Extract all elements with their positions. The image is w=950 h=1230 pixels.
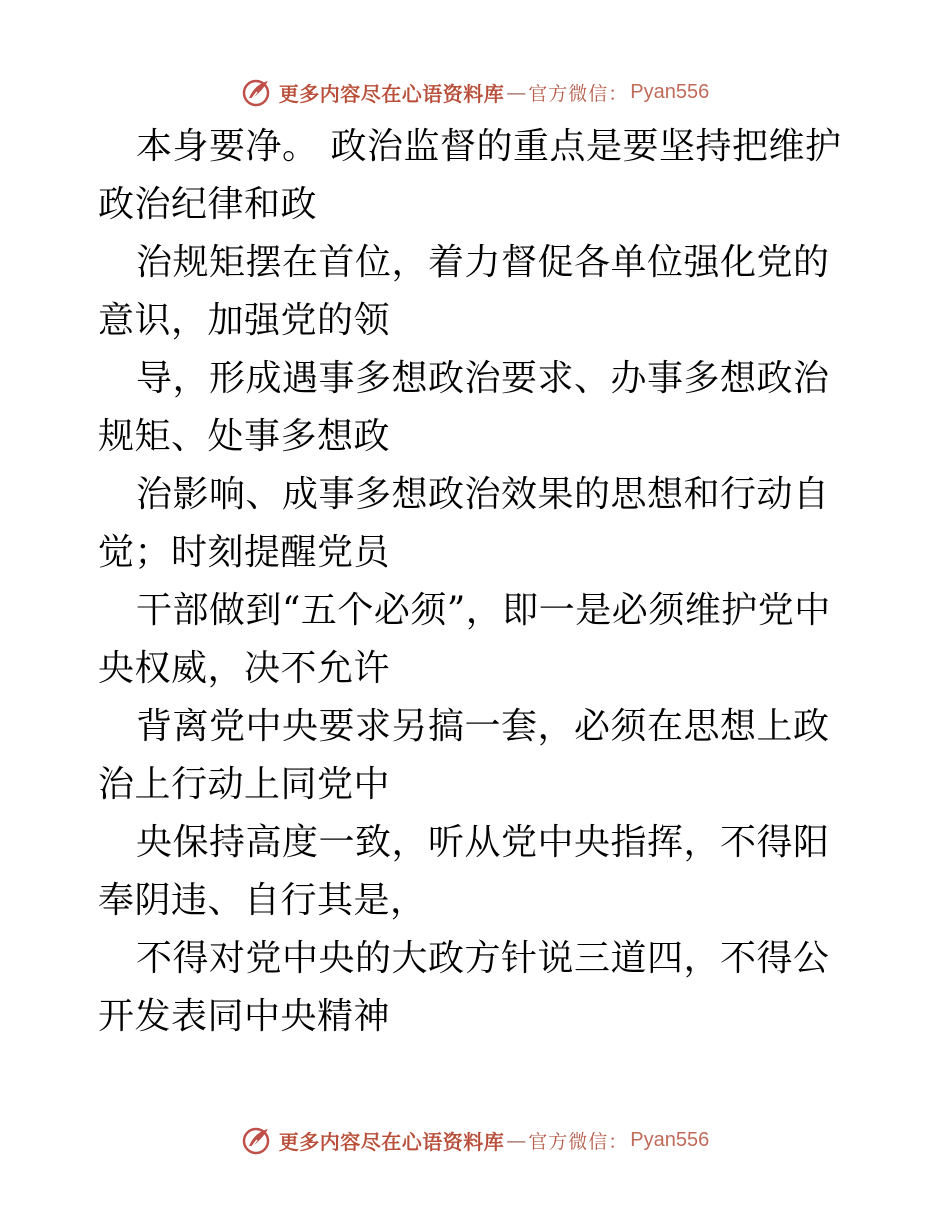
paragraph: 不得对党中央的大政方针说三道四，不得公开发表同中央精神	[98, 938, 830, 1037]
leaf-pen-logo-icon	[241, 76, 273, 108]
paragraph: 治影响、成事多想政治效果的思想和行动自觉；时刻提醒党员	[98, 474, 830, 573]
paragraph: 导，形成遇事多想政治要求、办事多想政治规矩、处事多想政	[98, 358, 830, 457]
footer-banner	[0, 1120, 950, 1160]
banner-dash: —	[506, 80, 527, 104]
banner-wechat-label: 官方微信：	[528, 82, 629, 105]
leaf-pen-logo-icon	[241, 1124, 273, 1156]
banner-dash: —	[506, 1128, 527, 1152]
paragraph: 治规矩摆在首位，着力督促各单位强化党的意识，加强党的领	[98, 242, 830, 341]
paragraph: 本身要净。 政治监督的重点是要坚持把维护政治纪律和政	[98, 126, 842, 225]
paragraph: 背离党中央要求另搞一套，必须在思想上政治上行动上同党中	[98, 706, 830, 805]
banner-wechat-id: Pyan556	[630, 1128, 710, 1151]
banner-main-text: 更多内容尽在心语资料库	[278, 81, 505, 106]
banner-wechat-id: Pyan556	[630, 80, 710, 103]
banner-main-text: 更多内容尽在心语资料库	[278, 1129, 505, 1154]
document-body	[98, 118, 858, 1046]
header-banner	[0, 72, 950, 112]
paragraph: 央保持高度一致，听从党中央指挥，不得阳奉阴违、自行其是，	[98, 822, 830, 921]
paragraph: 干部做到“五个必须”，即一是必须维护党中央权威，决不允许	[98, 590, 831, 689]
banner-wechat-label: 官方微信：	[528, 1130, 629, 1153]
